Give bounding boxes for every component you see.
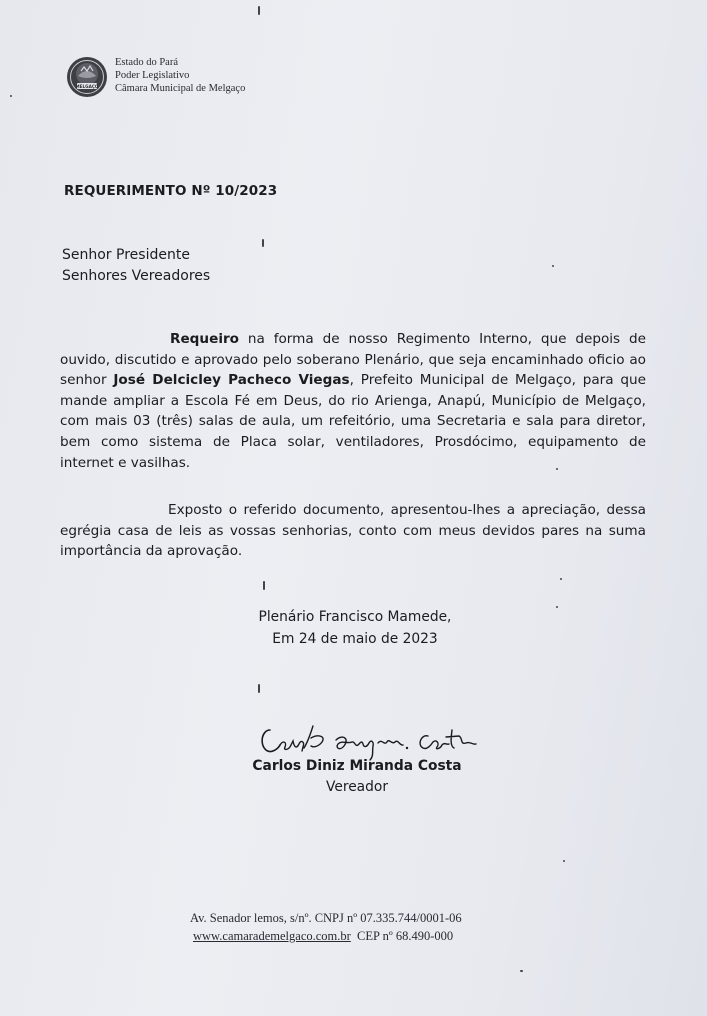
- scan-speck: [10, 95, 12, 97]
- letterhead-branch: Poder Legislativo: [115, 70, 190, 81]
- request-text-b: , Prefeito Municipal de Melgaço, para que mande ampliar a Escola Fé em Deus, do rio Arienga, Anapú, Município de Melgaço, com mais 03 (três) salas de aula, um refeitório, uma Secretaria e sala para diretor, bem como sistema de Placa solar, ventiladores, Prosdócimo, equipamento de internet e vasilhas.: [60, 372, 646, 471]
- mayor-name: José Delcicley Pacheco Viegas: [113, 372, 350, 389]
- scan-speck: [560, 578, 562, 580]
- letterhead-chamber: Câmara Municipal de Melgaço: [115, 83, 246, 94]
- scan-speck: [262, 239, 264, 247]
- scan-speck: [258, 684, 260, 693]
- request-text-a: na forma de nosso Regimento Interno, que depois de ouvido, discutido e aprovado pelo soberano Plenário, que seja encaminhado oficio ao senhor: [60, 331, 646, 389]
- document-date: Em 24 de maio de 2023: [272, 631, 438, 647]
- scan-speck: [556, 606, 558, 608]
- scan-speck: [263, 581, 265, 590]
- salutation-president: Senhor Presidente: [62, 247, 190, 263]
- request-paragraph: [60, 329, 646, 473]
- scan-speck: [552, 265, 554, 267]
- scan-speck: [563, 860, 565, 862]
- place-and-date: [0, 606, 707, 650]
- scan-speck: [258, 6, 260, 15]
- scan-speck: [520, 970, 523, 972]
- plenary-name: Plenário Francisco Mamede,: [258, 609, 452, 625]
- request-lead-word: Requeiro: [170, 331, 240, 347]
- closing-paragraph: Exposto o referido documento, apresentou-lhes a apreciação, dessa egrégia casa de leis as vossas senhorias, conto com meus devidos pares na suma importância da aprovação.: [60, 502, 646, 560]
- footer: [190, 909, 462, 945]
- salutation: [62, 245, 210, 287]
- footer-address: Av. Senador lemos, s/nº. CNPJ nº 07.335.744/0001-06: [190, 911, 462, 925]
- signer-name: Carlos Diniz Miranda Costa: [252, 758, 462, 774]
- footer-website-link[interactable]: www.camarademelgaco.com.br: [193, 929, 351, 943]
- scan-speck: [556, 468, 558, 470]
- svg-text:MELGAÇO: MELGAÇO: [75, 84, 99, 89]
- footer-cep: CEP nº 68.490-000: [357, 929, 454, 943]
- footer-contact: [190, 927, 462, 945]
- signer-role: Vereador: [325, 779, 389, 795]
- document-title: REQUERIMENTO Nº 10/2023: [64, 183, 278, 199]
- salutation-councilors: Senhores Vereadores: [62, 268, 211, 284]
- letterhead-state: Estado do Pará: [115, 57, 178, 68]
- letterhead: [115, 56, 245, 95]
- signer-block: [0, 756, 707, 798]
- municipal-seal-logo: [66, 56, 108, 98]
